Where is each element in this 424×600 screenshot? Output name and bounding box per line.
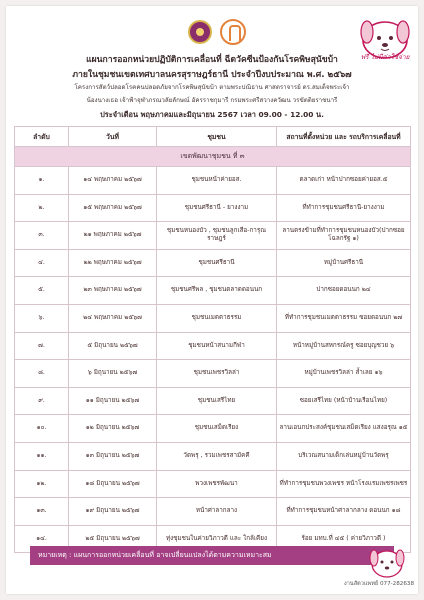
table-row [15, 304, 411, 332]
row-community: ชุมชนหน้าสนามกีฬา [157, 332, 277, 360]
row-date: ๕ มิถุนายน ๒๕๖๗ [69, 332, 157, 360]
row-community: ชุมชนหน้าค่ายอส. [157, 167, 277, 195]
row-location: หน้าหมู่บ้านสหกรณ์ครู ซอยบุญชวย ๖ [277, 332, 411, 360]
row-community: ชุมชนศรีธานี [157, 249, 277, 277]
header-date: วันที่ [69, 127, 157, 147]
row-location: ร้อย มทบ.ที่ ๔๕ ( ค่ายวิภาวดี ) [277, 525, 411, 553]
row-location: หมู่บ้านศรีธานี [277, 249, 411, 277]
row-no: ๕. [15, 277, 69, 305]
remark-banner: หมายเหตุ : แผนการออกหน่วยเคลื่อนที่ อาจเปลี่ยนแปลงได้ตามความเหมาะสม [30, 546, 394, 565]
project-line-2: น้องนางเธอ เจ้าฟ้าจุฬาภรณวลัยลักษณ์ อัครราชกุมารี กรมพระศรีสวางควัฒน วรขัตติยราชนารี [86, 97, 338, 104]
row-date: ๑๙ มิถุนายน ๒๕๖๗ [69, 498, 157, 526]
table-row [15, 470, 411, 498]
row-community: ทุ่งชุมชนในค่ายวิภาวดี และ ใกล้เคียง [157, 525, 277, 553]
row-no: ๑๒. [15, 470, 69, 498]
row-date: ๑๕ พฤษภาคม ๒๕๖๗ [69, 194, 157, 222]
row-location: ซอยเสรีไทย (หน้าบ้านเรือนไทย) [277, 387, 411, 415]
table-row [15, 332, 411, 360]
row-community: หน้าศาลากลาง [157, 498, 277, 526]
notice-title: แผนการออกหน่วยปฏิบัติการเคลื่อนที่ ฉีดวัคซีนป้องกันโรคพิษสุนัขบ้า [86, 55, 338, 65]
row-no: ๒. [15, 194, 69, 222]
row-date: ๒๓ พฤษภาคม ๒๕๖๗ [69, 277, 157, 305]
row-no: ๑๓. [15, 498, 69, 526]
header-no: ลำดับ [15, 127, 69, 147]
row-no: ๑๔. [15, 525, 69, 553]
row-no: ๗. [15, 332, 69, 360]
zone-label: เขตพัฒนาชุมชน ที่ ๓ [15, 147, 411, 167]
health-logo-icon [220, 19, 246, 45]
poster-sheet [6, 6, 418, 594]
row-community: ชุมชนเสม็ดเรียง [157, 415, 277, 443]
row-location: บริเวณสนามเด็กเล่นหมู่บ้านวัดพรุ [277, 442, 411, 470]
row-no: ๑. [15, 167, 69, 195]
row-community: ชุมชนศรีธานี - ยางงาม [157, 194, 277, 222]
row-date: ๑๑ มิถุนายน ๒๕๖๗ [69, 387, 157, 415]
row-no: ๙. [15, 387, 69, 415]
notice-subtitle: ภายในชุมชนเขตเทศบาลนครสุราษฎร์ธานี ประจำปีงบประมาณ พ.ศ. ๒๕๖๗ [72, 70, 352, 80]
project-line-1: โครงการสัตว์ปลอดโรคคนปลอดภัยจากโรคพิษสุนัขบ้า ตามพระปณิธาน ศาสตราจารย์ ดร.สมเด็จพระเจ้า [74, 84, 350, 91]
row-location: ลานเอนกประสงค์ชุมชนเสม็ดเรียง แสงอรุณ ๑๕ [277, 415, 411, 443]
table-row [15, 222, 411, 250]
row-date: ๒๒ พฤษภาคม ๒๕๖๗ [69, 249, 157, 277]
schedule-period: ประจำเดือน พฤษภาคมและมิถุนายน 2567 เวลา 09.00 - 12.00 น. [100, 110, 324, 119]
row-no: ๓. [15, 222, 69, 250]
row-no: ๑๑. [15, 442, 69, 470]
row-community: ชุมชนเพชรวิลล่า [157, 360, 277, 388]
row-location: ที่ทำการชุมชนหน้าศาลากลาง ดอนนก ๑๘ [277, 498, 411, 526]
row-location: หมู่บ้านเพชรวิลล่า ล้ำเลย ๑๖ [277, 360, 411, 388]
row-community: ชุมชนเมตตาธรรม [157, 304, 277, 332]
table-row [15, 442, 411, 470]
row-community: พวงเพชรพัฒนา [157, 470, 277, 498]
row-date: ๒๔ พฤษภาคม ๒๕๖๗ [69, 304, 157, 332]
municipal-seal-icon [188, 20, 212, 44]
row-community: ชุมชนศรีพล , ชุมชนตลาดดอนนก [157, 277, 277, 305]
table-row [15, 360, 411, 388]
row-location: ที่ทำการชุมชนพวงเพชร หน้าโรงแรมเพชรเพชร [277, 470, 411, 498]
table-header-row [15, 127, 411, 147]
table-row [15, 498, 411, 526]
schedule-table [14, 126, 411, 553]
table-row [15, 167, 411, 195]
dog-mascot-icon [366, 540, 408, 582]
header-location: สถานที่ตั้งหน่วย และ รถบริการเคลื่อนที่ [277, 127, 411, 147]
zone-row [15, 147, 411, 167]
table-row [15, 387, 411, 415]
table-row [15, 277, 411, 305]
row-community: ชุมชนหนองบัว , ชุมชนลูกเสือ-การุณราษฎร์ [157, 222, 277, 250]
row-date: ๒๑ พฤษภาคม ๒๕๖๗ [69, 222, 157, 250]
mascot-caption: ฟรี ไม่มีค่าใช้จ่าย [360, 53, 410, 61]
row-community: ชุมชนเสรีไทย [157, 387, 277, 415]
header-community: ชุมชน [157, 127, 277, 147]
table-row [15, 249, 411, 277]
row-no: ๔. [15, 249, 69, 277]
row-location: ที่ทำการชุมชนเมตตาธรรม ซอยดอนนก ๒๗ [277, 304, 411, 332]
row-community: วัดพรุ , รวมเพชรสามัคคี [157, 442, 277, 470]
row-location: ที่ทำการชุมชนศรีธานี-ยางงาม [277, 194, 411, 222]
row-no: ๑๐. [15, 415, 69, 443]
row-date: ๑๒ มิถุนายน ๒๕๖๗ [69, 415, 157, 443]
row-date: ๖ มิถุนายน ๒๕๖๗ [69, 360, 157, 388]
row-no: ๖. [15, 304, 69, 332]
contact-info: งานสัตวแพทย์ 077-282638 [330, 580, 414, 588]
row-date: ๑๔ พฤษภาคม ๒๕๖๗ [69, 167, 157, 195]
row-no: ๘. [15, 360, 69, 388]
row-date: ๑๘ มิถุนายน ๒๕๖๗ [69, 470, 157, 498]
table-row [15, 415, 411, 443]
row-location: ลานตรงข้ามที่ทำการชุมชนหนองบัว(ปากซอยโฉลกรัฐ ๑) [277, 222, 411, 250]
table-row [15, 194, 411, 222]
row-date: ๒๕ มิถุนายน ๒๕๖๗ [69, 525, 157, 553]
row-date: ๑๓ มิถุนายน ๒๕๖๗ [69, 442, 157, 470]
row-location: ปากซอยดอนนก ๒๔ [277, 277, 411, 305]
row-location: ตลาดเก่า หน้าปากซอยค่ายอส.๕ [277, 167, 411, 195]
